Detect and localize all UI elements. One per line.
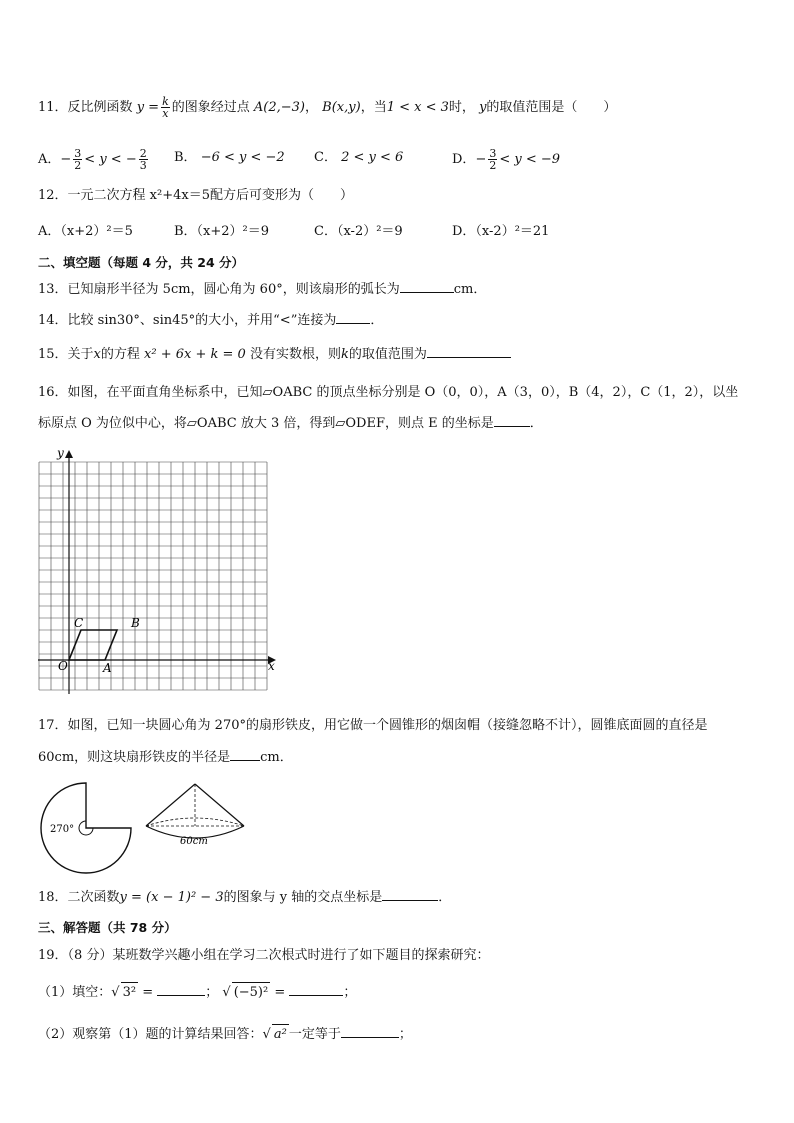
q19-blank-2[interactable] [289,983,343,996]
q19-blank-1[interactable] [157,983,205,996]
q18-equation: y = (x − 1)² − 3 [119,890,224,905]
q14-answer-blank[interactable] [336,311,370,324]
q11-condition: 1 < x < 3 [386,100,449,115]
q11-fraction: $\frac{k}{x}$ [162,95,169,120]
question-18: 18．二次函数y = (x − 1)² − 3的图象与 y 轴的交点坐标是 ． [38,890,452,905]
q13-answer-blank[interactable] [400,280,454,293]
question-11: 11．反比例函数 y = $\frac{k}{x}$ 的图象经过点 A(2,−3)， B(x,y)，当1 < x < 3时， y的取值范围是（ ） [38,95,617,120]
question-17-line-1: 17．如图，已知一块圆心角为 270°的扇形铁皮，用它做一个圆锥形的烟囱帽（接缝忽略不计），圆锥底面圆的直径是 [38,718,708,733]
question-13: 13．已知扇形半径为 5cm，圆心角为 60°，则该扇形的弧长为 cm． [38,282,487,297]
q16-coordinate-grid-figure [30,444,290,700]
y-axis-label: y [57,446,64,460]
q16-answer-blank[interactable] [494,414,530,427]
section-heading-fill-in: 二、填空题（每题 4 分，共 24 分） [38,255,245,270]
q11-number: 11． [38,100,68,115]
q11-option-d: D．− $\frac{3}{2}$ < y < −9 [452,147,561,172]
question-19-intro: 19．（8 分）某班数学兴趣小组在学习二次根式时进行了如下题目的探索研究： [38,948,490,963]
q12-option-a: A．（x+2）²＝5 [38,224,133,239]
x-axis-label: x [268,659,275,673]
q12-option-b: B．（x+2）²＝9 [174,224,270,239]
question-12: 12．一元二次方程 x²+4x＝5配方后可变形为（ ） [38,188,353,203]
q15-answer-blank[interactable] [427,345,511,358]
q18-answer-blank[interactable] [382,888,438,901]
question-16-line-1: 16．如图，在平面直角坐标系中，已知▱OABC 的顶点坐标分别是 O（0，0），A（3，0），B（4，2），C（1，2），以坐 [38,385,739,400]
q11-point-a: A(2,−3) [253,100,306,115]
q11-function: y = [136,100,160,115]
q19-blank-3[interactable] [341,1025,399,1038]
q11-option-a: A．− $\frac{3}{2}$ < y < − $\frac{2}{3}$ [38,147,147,172]
section-heading-solutions: 三、解答题（共 78 分） [38,920,177,935]
point-b-label: B [131,616,140,630]
question-19-part-2: （2）观察第（1）题的计算结果回答：√ a² 一定等于 ； [38,1024,764,1045]
diameter-label: 60cm [180,836,208,847]
y-axis-arrow [65,450,73,458]
question-17-line-2: 60cm，则这块扇形铁皮的半径是 cm． [38,750,293,765]
point-o-label: O [58,659,68,673]
angle-label: 270° [50,824,75,835]
q17-cone-figure [140,780,250,850]
point-a-label: A [103,661,112,675]
grid-lines [39,462,267,690]
point-c-label: C [74,616,84,630]
question-15: 15．关于x的方程 x² + 6x + k = 0 没有实数根，则k的取值范围为 [38,345,764,365]
question-16-line-2: 标原点 O 为位似中心，将▱OABC 放大 3 倍，得到▱ODEF，则点 E 的坐标是 ． [38,416,543,431]
q17-answer-blank[interactable] [230,748,260,761]
parallelogram-oabc [69,630,117,660]
q11-point-b: B(x,y) [322,100,361,115]
question-14: 14．比较 sin30°、sin45°的大小，并用“<”连接为 ． [38,313,384,328]
q11-options [38,148,764,172]
q11-text: 反比例函数 [67,100,133,115]
q11-option-c: C． 2 < y < 6 [314,150,404,165]
q15-equation: x² + 6x + k = 0 [144,347,246,362]
q12-option-d: D．（x-2）²＝21 [452,224,550,239]
q11-option-b: B． −6 < y < −2 [174,150,285,165]
q17-sector-figure [36,778,136,878]
cone-right-edge [195,784,244,826]
question-19-part-1: （1）填空：√ 3² = ； √ (−5)² = ； [38,982,764,1003]
q12-option-c: C．（x-2）²＝9 [314,224,403,239]
